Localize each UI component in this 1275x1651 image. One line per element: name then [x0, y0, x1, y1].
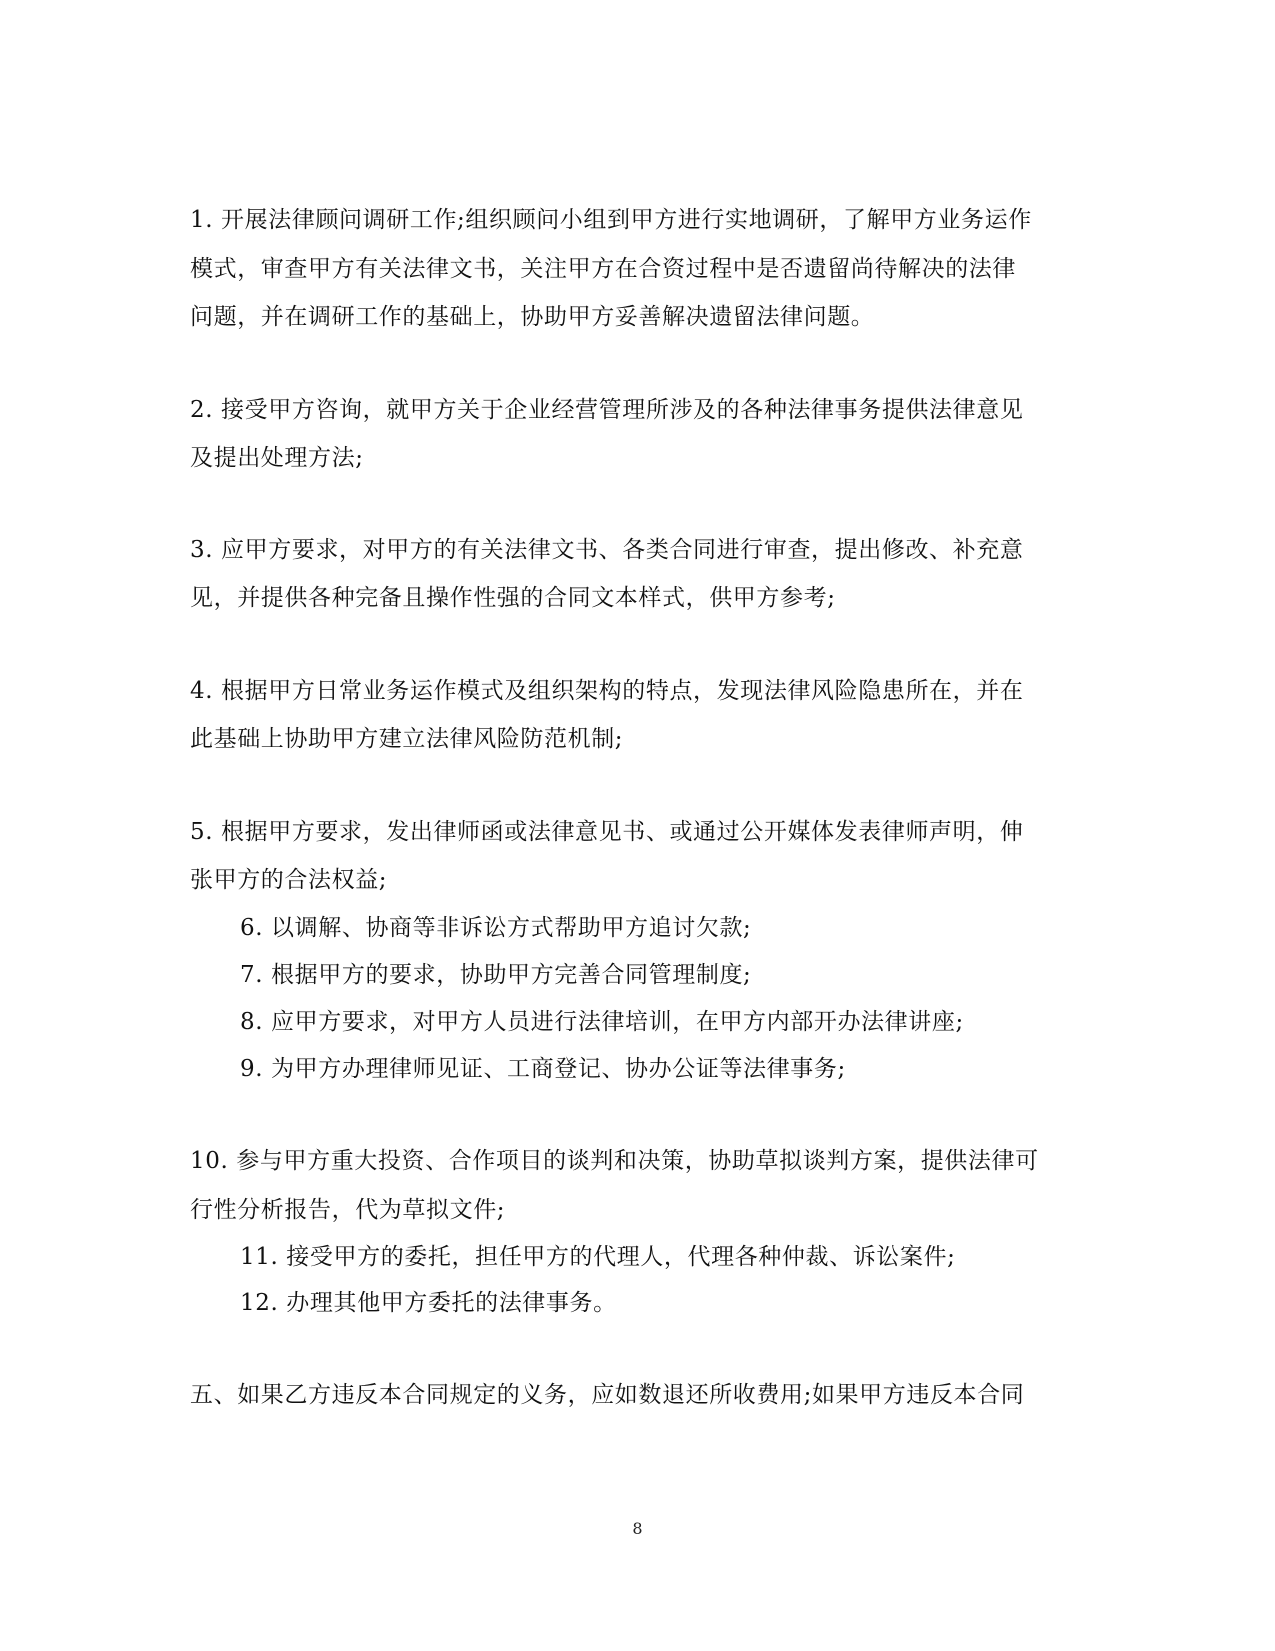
text-line: 此基础上协助甲方建立法律风险防范机制;: [190, 726, 624, 752]
page-number: 8: [632, 1519, 643, 1538]
text-line: 1. 开展法律顾问调研工作;组织顾问小组到甲方进行实地调研，了解甲方业务运作: [190, 207, 1032, 233]
text-line: 12. 办理其他甲方委托的法律事务。: [240, 1290, 617, 1316]
text-line: 10. 参与甲方重大投资、合作项目的谈判和决策，协助草拟谈判方案，提供法律可: [190, 1148, 1039, 1174]
text-line: 5. 根据甲方要求，发出律师函或法律意见书、或通过公开媒体发表律师声明，伸: [190, 819, 1024, 845]
text-line: 模式，审查甲方有关法律文书，关注甲方在合资过程中是否遗留尚待解决的法律: [190, 256, 1016, 282]
text-line: 4. 根据甲方日常业务运作模式及组织架构的特点，发现法律风险隐患所在，并在: [190, 678, 1024, 704]
text-line: 8. 应甲方要求，对甲方人员进行法律培训，在甲方内部开办法律讲座;: [240, 1009, 964, 1035]
text-line: 2. 接受甲方咨询，就甲方关于企业经营管理所涉及的各种法律事务提供法律意见: [190, 397, 1024, 423]
text-line: 五、如果乙方违反本合同规定的义务，应如数退还所收费用;如果甲方违反本合同: [190, 1382, 1025, 1408]
text-line: 11. 接受甲方的委托，担任甲方的代理人，代理各种仲裁、诉讼案件;: [240, 1244, 956, 1270]
text-line: 行性分析报告，代为草拟文件;: [190, 1197, 506, 1223]
text-line: 7. 根据甲方的要求，协助甲方完善合同管理制度;: [240, 962, 752, 988]
text-line: 3. 应甲方要求，对甲方的有关法律文书、各类合同进行审查，提出修改、补充意: [190, 537, 1024, 563]
text-line: 张甲方的合法权益;: [190, 867, 388, 893]
text-line: 见，并提供各种完备且操作性强的合同文本样式，供甲方参考;: [190, 585, 836, 611]
text-line: 及提出处理方法;: [190, 445, 364, 471]
text-line: 6. 以调解、协商等非诉讼方式帮助甲方追讨欠款;: [240, 915, 752, 941]
text-line: 9. 为甲方办理律师见证、工商登记、协办公证等法律事务;: [240, 1056, 846, 1082]
text-line: 问题，并在调研工作的基础上，协助甲方妥善解决遗留法律问题。: [190, 304, 875, 330]
